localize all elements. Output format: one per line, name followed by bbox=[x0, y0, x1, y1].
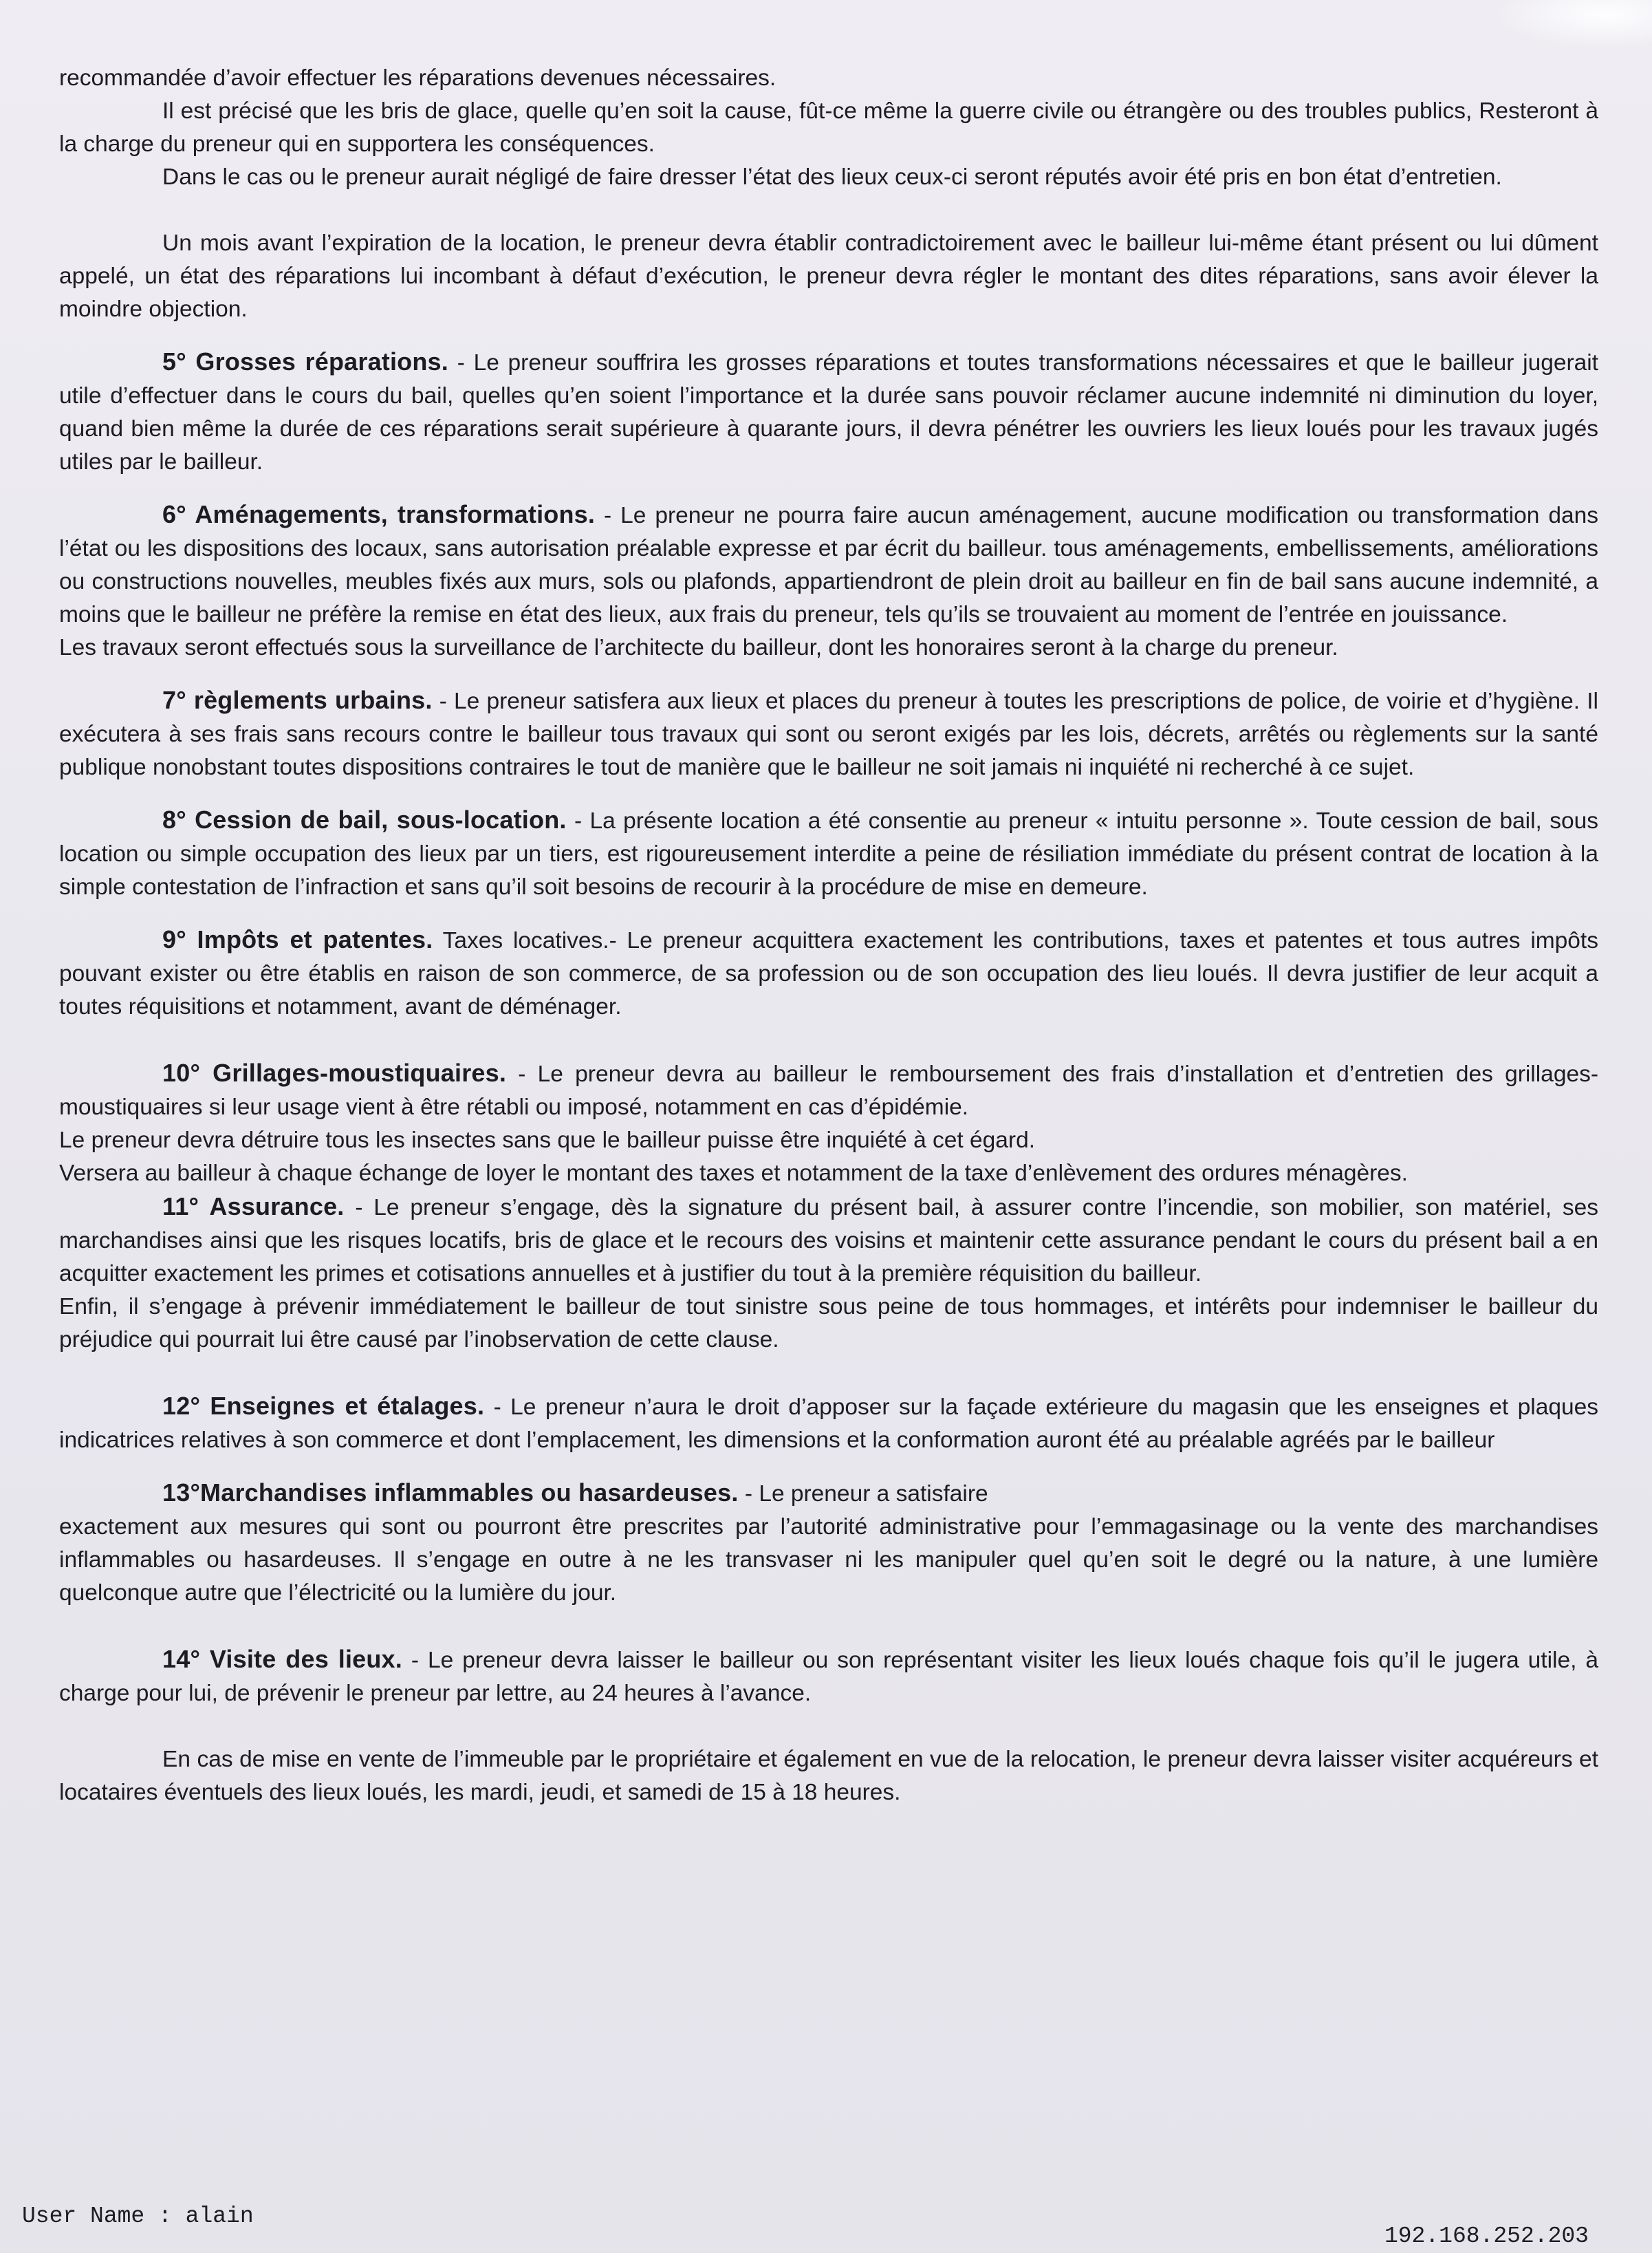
clause-heading: 9° Impôts et patentes. bbox=[162, 925, 433, 953]
paragraph: Dans le cas ou le preneur aurait négligé de faire dresser l’état des lieux ceux-ci seront réputés avoir été pris en bon état d’entretien. bbox=[162, 164, 1502, 190]
clause-text: Taxes locatives.- Le preneur acquittera exactement les contributions, taxes et patentes et tous autres impôts pouvant exister ou être établis en raison de son commerce, de sa profession ou de son occupation des lieu loués. Il devra justifier de leur acquit a toutes réquisitions et notamment, avant de déménager. bbox=[59, 928, 1598, 1020]
paragraph: En cas de mise en vente de l’immeuble par le propriétaire et également en vue de la relocation, le preneur devra laisser visiter acquéreurs et locataires éventuels des lieux loués, les mardi, jeudi, et samedi de 15 à 18 heures. bbox=[59, 1747, 1598, 1805]
clause-12 bbox=[59, 1390, 1598, 1457]
clause-6 bbox=[59, 498, 1598, 632]
clause-heading: 8° Cession de bail, sous-location. bbox=[162, 806, 567, 834]
clause-heading: 13°Marchandises inflammables ou hasardeuses. bbox=[162, 1478, 739, 1507]
clause-7 bbox=[59, 684, 1598, 784]
clause-text: - Le preneur s’engage, dès la signature du présent bail, à assurer contre l’incendie, son mobilier, son matériel, ses marchandises ainsi que les risques locatifs, bris de glace et le recours des voisins et maintenir cette assurance pendant le cours du présent bail a en acquitter exactement les primes et cotisations annuelles et à justifier du tout à la première réquisition du bailleur. bbox=[59, 1195, 1598, 1286]
document-body bbox=[59, 62, 1598, 1809]
paragraph: Versera au bailleur à chaque échange de loyer le montant des taxes et notamment de la taxe d’enlèvement des ordures ménagères. bbox=[59, 1161, 1408, 1186]
clause-text: - Le preneur devra au bailleur le remboursement des frais d’installation et d’entretien des grillages-moustiquaires si leur usage vient à être rétabli ou imposé, notamment en cas d’épidémie. bbox=[59, 1061, 1598, 1120]
paragraph: Un mois avant l’expiration de la location, le preneur devra établir contradictoirement avec le bailleur lui-même étant présent ou lui dûment appelé, un état des réparations lui incombant à défaut d’exécution, le preneur devra régler le montant des dites réparations, sans avoir élever la moindre objection. bbox=[59, 230, 1598, 322]
paragraph: Les travaux seront effectués sous la surveillance de l’architecte du bailleur, dont les honoraires seront à la charge du preneur. bbox=[59, 635, 1338, 660]
clause-5 bbox=[59, 345, 1598, 479]
clause-8 bbox=[59, 804, 1598, 904]
clause-heading: 12° Enseignes et étalages. bbox=[162, 1392, 485, 1420]
clause-11 bbox=[59, 1190, 1598, 1291]
clause-heading: 6° Aménagements, transformations. bbox=[162, 500, 596, 528]
clause-14 bbox=[59, 1643, 1598, 1710]
footer-ip-address: 192.168.252.203 bbox=[1384, 2223, 1589, 2249]
clause-9 bbox=[59, 923, 1598, 1024]
footer-user-name: User Name : alain bbox=[22, 2203, 254, 2229]
clause-text: - La présente location a été consentie au preneur « intuitu personne ». Toute cession de bail, sous location ou simple occupation des lieux par un tiers, est rigoureusement interdite a peine de résiliation immédiate du présent contrat de location à la simple contestation de l’infraction et sans qu’il soit besoins de recourir à la procédure de mise en demeure. bbox=[59, 808, 1598, 900]
clause-heading: 5° Grosses réparations. bbox=[162, 347, 448, 376]
paragraph: Le preneur devra détruire tous les insectes sans que le bailleur puisse être inquiété à cet égard. bbox=[59, 1128, 1036, 1153]
paragraph: Il est précisé que les bris de glace, quelle qu’en soit la cause, fût-ce même la guerre civile ou étrangère ou des troubles publics, Resteront à la charge du preneur qui en supportera les conséquences. bbox=[59, 98, 1598, 157]
paper-crease bbox=[1494, 0, 1652, 48]
clause-text: - Le preneur ne pourra faire aucun aménagement, aucune modification ou transformation dans l’état ou les dispositions des locaux, sans autorisation préalable expresse et par écrit du bailleur. tous aménagements, embellissements, améliorations ou constructions nouvelles, meubles fixés aux murs, sols ou plafonds, appartiendront de plein droit au bailleur en fin de bail sans aucune indemnité, a moins que le bailleur ne préfère la remise en état des lieux, aux frais du preneur, tels qu’ils se trouvaient au moment de l’entrée en jouissance. bbox=[59, 503, 1598, 627]
clause-heading: 10° Grillages-moustiquaires. bbox=[162, 1059, 507, 1087]
clause-text: - Le preneur devra laisser le bailleur ou son représentant visiter les lieux loués chaque fois qu’il le jugera utile, à charge pour lui, de prévenir le preneur par lettre, au 24 heures à l’avance. bbox=[59, 1648, 1598, 1706]
clause-heading: 14° Visite des lieux. bbox=[162, 1645, 402, 1673]
clause-text: - Le preneur n’aura le droit d’apposer sur la façade extérieure du magasin que les enseignes et plaques indicatrices relatives à son commerce et dont l’emplacement, les dimensions et la conformation auront été au préalable agréés par le bailleur bbox=[59, 1394, 1598, 1453]
paragraph: Enfin, il s’engage à prévenir immédiatement le bailleur de tout sinistre sous peine de tous hommages, et intérêts pour indemniser le bailleur du préjudice qui pourrait lui être causé par l’inobservation de cette clause. bbox=[59, 1294, 1598, 1352]
clause-text: - Le preneur a satisfaire bbox=[738, 1481, 988, 1507]
clause-heading: 7° règlements urbains. bbox=[162, 686, 433, 714]
clause-text: - Le preneur satisfera aux lieux et places du preneur à toutes les prescriptions de police, de voirie et d’hygiène. Il exécutera à ses frais sans recours contre le bailleur tous travaux qui sont ou seront exigés par les lois, décrets, arrêtés ou règlements sur la santé publique nonobstant toutes dispositions contraires le tout de manière que le bailleur ne soit jamais ni inquiété ni recherché à ce sujet. bbox=[59, 689, 1598, 780]
clause-10 bbox=[59, 1057, 1598, 1124]
clause-13 bbox=[59, 1476, 1598, 1511]
clause-text: - Le preneur souffrira les grosses réparations et toutes transformations nécessaires et que le bailleur jugerait utile d’effectuer dans le cours du bail, quelles qu’en soient l’importance et la durée sans pouvoir réclamer aucune indemnité ni diminution du loyer, quand bien même la durée de ces réparations serait supérieure à quarante jours, il devra pénétrer les ouvriers les lieux loués pour les travaux jugés utiles par le bailleur. bbox=[59, 350, 1598, 475]
paragraph: exactement aux mesures qui sont ou pourront être prescrites par l’autorité administrative pour l’emmagasinage ou la vente des marchandises inflammables ou hasardeuses. Il s’engage en outre à ne les transvaser ni les manipuler quel qu’en soit le degré ou la nature, à une lumière quelconque autre que l’électricité ou la lumière du jour. bbox=[59, 1514, 1598, 1606]
paragraph: recommandée d’avoir effectuer les réparations devenues nécessaires. bbox=[59, 65, 776, 91]
clause-heading: 11° Assurance. bbox=[162, 1192, 345, 1220]
